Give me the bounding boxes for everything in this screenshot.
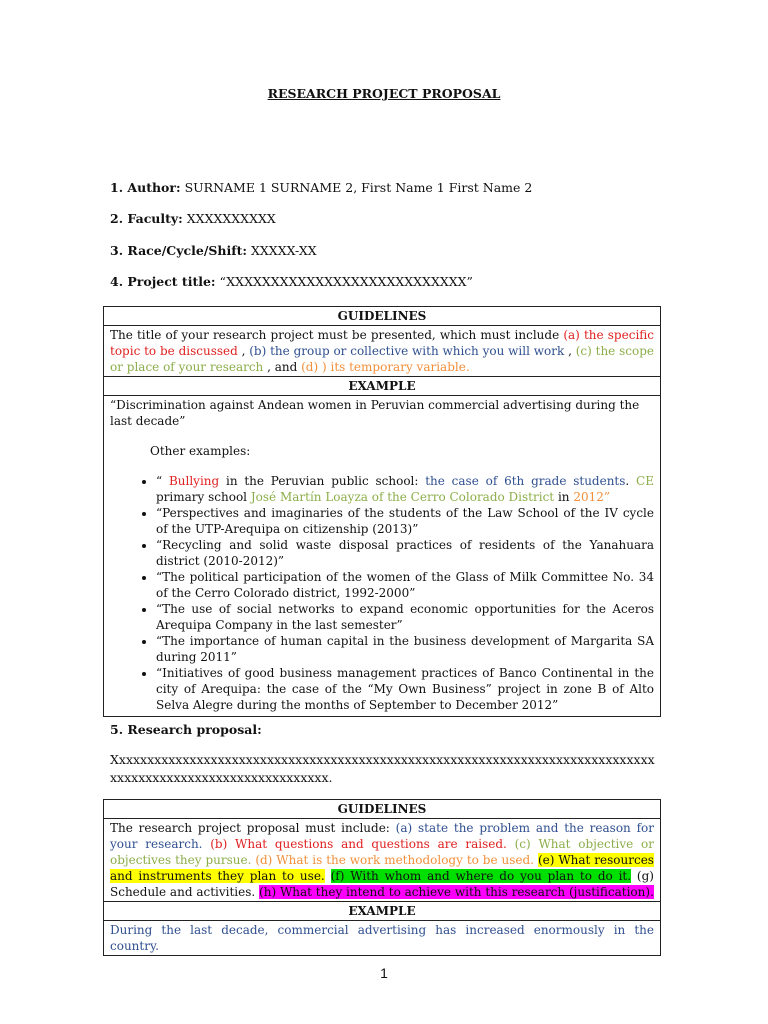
guideline-c: (c) What objective or objectives they pursue.	[110, 837, 654, 867]
guideline-a: (a) the specific topic to be discussed	[110, 328, 655, 358]
example-text: in the Peruvian public school:	[219, 474, 426, 488]
quote-open: “	[156, 474, 169, 488]
race-field	[110, 243, 317, 258]
guideline-intro: The research project proposal must include:	[110, 821, 396, 835]
guidelines-heading: GUIDELINES	[104, 800, 661, 819]
list-item: • “Perspectives and imaginaries of the students of the Law School of the IV cycle of the UTP-Arequipa on citizenship (2013)”	[156, 505, 654, 537]
section5-label: 5. Research proposal:	[110, 722, 262, 737]
guideline-b: (b) the group or collective with which you will work	[249, 344, 565, 358]
race-label: 3. Race/Cycle/Shift:	[110, 243, 248, 258]
guideline-c: (c) the scope or place of your research	[110, 344, 654, 374]
faculty-value: XXXXXXXXXX	[182, 211, 276, 226]
other-examples-label: Other examples:	[150, 444, 251, 458]
guideline-sep: ,	[564, 344, 576, 358]
example-text: primary school	[156, 490, 251, 504]
example-scope: CE	[636, 474, 654, 488]
guideline-intro: The title of your research project must be presented, which must include	[110, 328, 564, 342]
example-time: 2012”	[573, 490, 611, 504]
guidelines-heading: GUIDELINES	[104, 307, 661, 326]
guidelines-text	[104, 819, 661, 902]
guideline-h: (h) What they intend to achieve with this research (justification).	[259, 885, 654, 899]
example-scope: José Martín Loayza of the Cerro Colorado District	[250, 490, 555, 504]
guideline-e: (e) What resources and instruments they plan to use.	[110, 853, 654, 883]
guideline-d: (d) What is the work methodology to be used.	[251, 853, 534, 867]
guidelines-table-title	[103, 306, 661, 717]
examples-list	[110, 473, 654, 713]
guidelines-text	[104, 326, 661, 377]
page-number: 1	[380, 965, 388, 981]
list-item	[156, 473, 654, 505]
example-cell	[104, 396, 661, 717]
list-item: • “The use of social networks to expand economic opportunities for the Aceros Arequipa Company in the last semester”	[156, 601, 654, 633]
list-item: • “Recycling and solid waste disposal practices of residents of the Yanahuara district (2010-2012)”	[156, 537, 654, 569]
example-topic: Bullying	[168, 474, 220, 488]
list-item: • “The importance of human capital in the business development of Margarita SA during 2011”	[156, 633, 654, 665]
guideline-a: (a) state the problem and the reason for your research.	[110, 821, 655, 851]
section5-heading	[110, 722, 262, 737]
spacer	[325, 869, 331, 883]
project-title-label: 4. Project title:	[110, 274, 216, 289]
guideline-g: (g) Schedule and activities.	[110, 869, 654, 899]
author-value: SURNAME 1 SURNAME 2, First Name 1 First Name 2	[180, 180, 533, 195]
example-main: “Discrimination against Andean women in Peruvian commercial advertising during the last decade”	[110, 398, 640, 428]
faculty-field	[110, 211, 276, 226]
faculty-label: 2. Faculty:	[110, 211, 183, 226]
project-title-value: “XXXXXXXXXXXXXXXXXXXXXXXXXXX”	[215, 274, 473, 289]
race-value: XXXXX-XX	[247, 243, 317, 258]
author-label: 1. Author:	[110, 180, 181, 195]
document-title: RESEARCH PROJECT PROPOSAL	[267, 86, 501, 101]
example-text: During the last decade, commercial advertising has increased enormously in the country.	[104, 921, 661, 956]
author-field	[110, 180, 532, 195]
guideline-d: (d) ) its temporary variable.	[301, 360, 470, 374]
example-text: .	[625, 474, 637, 488]
project-title-field	[110, 274, 473, 289]
example-text: in	[554, 490, 574, 504]
guideline-sep: , and	[263, 360, 302, 374]
list-item: • “The political participation of the women of the Glass of Milk Committee No. 34 of the Cerro Colorado district, 1992-2000”	[156, 569, 654, 601]
list-item: • “Initiatives of good business management practices of Banco Continental in the city of Arequipa: the case of the “My Own Business” project in zone B of Alto Selva Alegre during the months of September to December 2012”	[156, 665, 654, 713]
guideline-sep: ,	[237, 344, 250, 358]
example-group: the case of 6th grade students	[425, 474, 626, 488]
guideline-f: (f) With whom and where do you plan to do it.	[330, 869, 632, 883]
example-heading: EXAMPLE	[104, 902, 661, 921]
research-proposal-text: Xxxxxxxxxxxxxxxxxxxxxxxxxxxxxxxxxxxxxxxxxxxxxxxxxxxxxxxxxxxxxxxxxxxxxxxxxxxxxxxxxxxxxxxxxxxxxxxxxxxxxxxxxxxx.	[110, 752, 655, 785]
example-heading: EXAMPLE	[104, 377, 661, 396]
guidelines-table-proposal	[103, 799, 661, 956]
guideline-b: (b) What questions and questions are raised.	[202, 837, 507, 851]
